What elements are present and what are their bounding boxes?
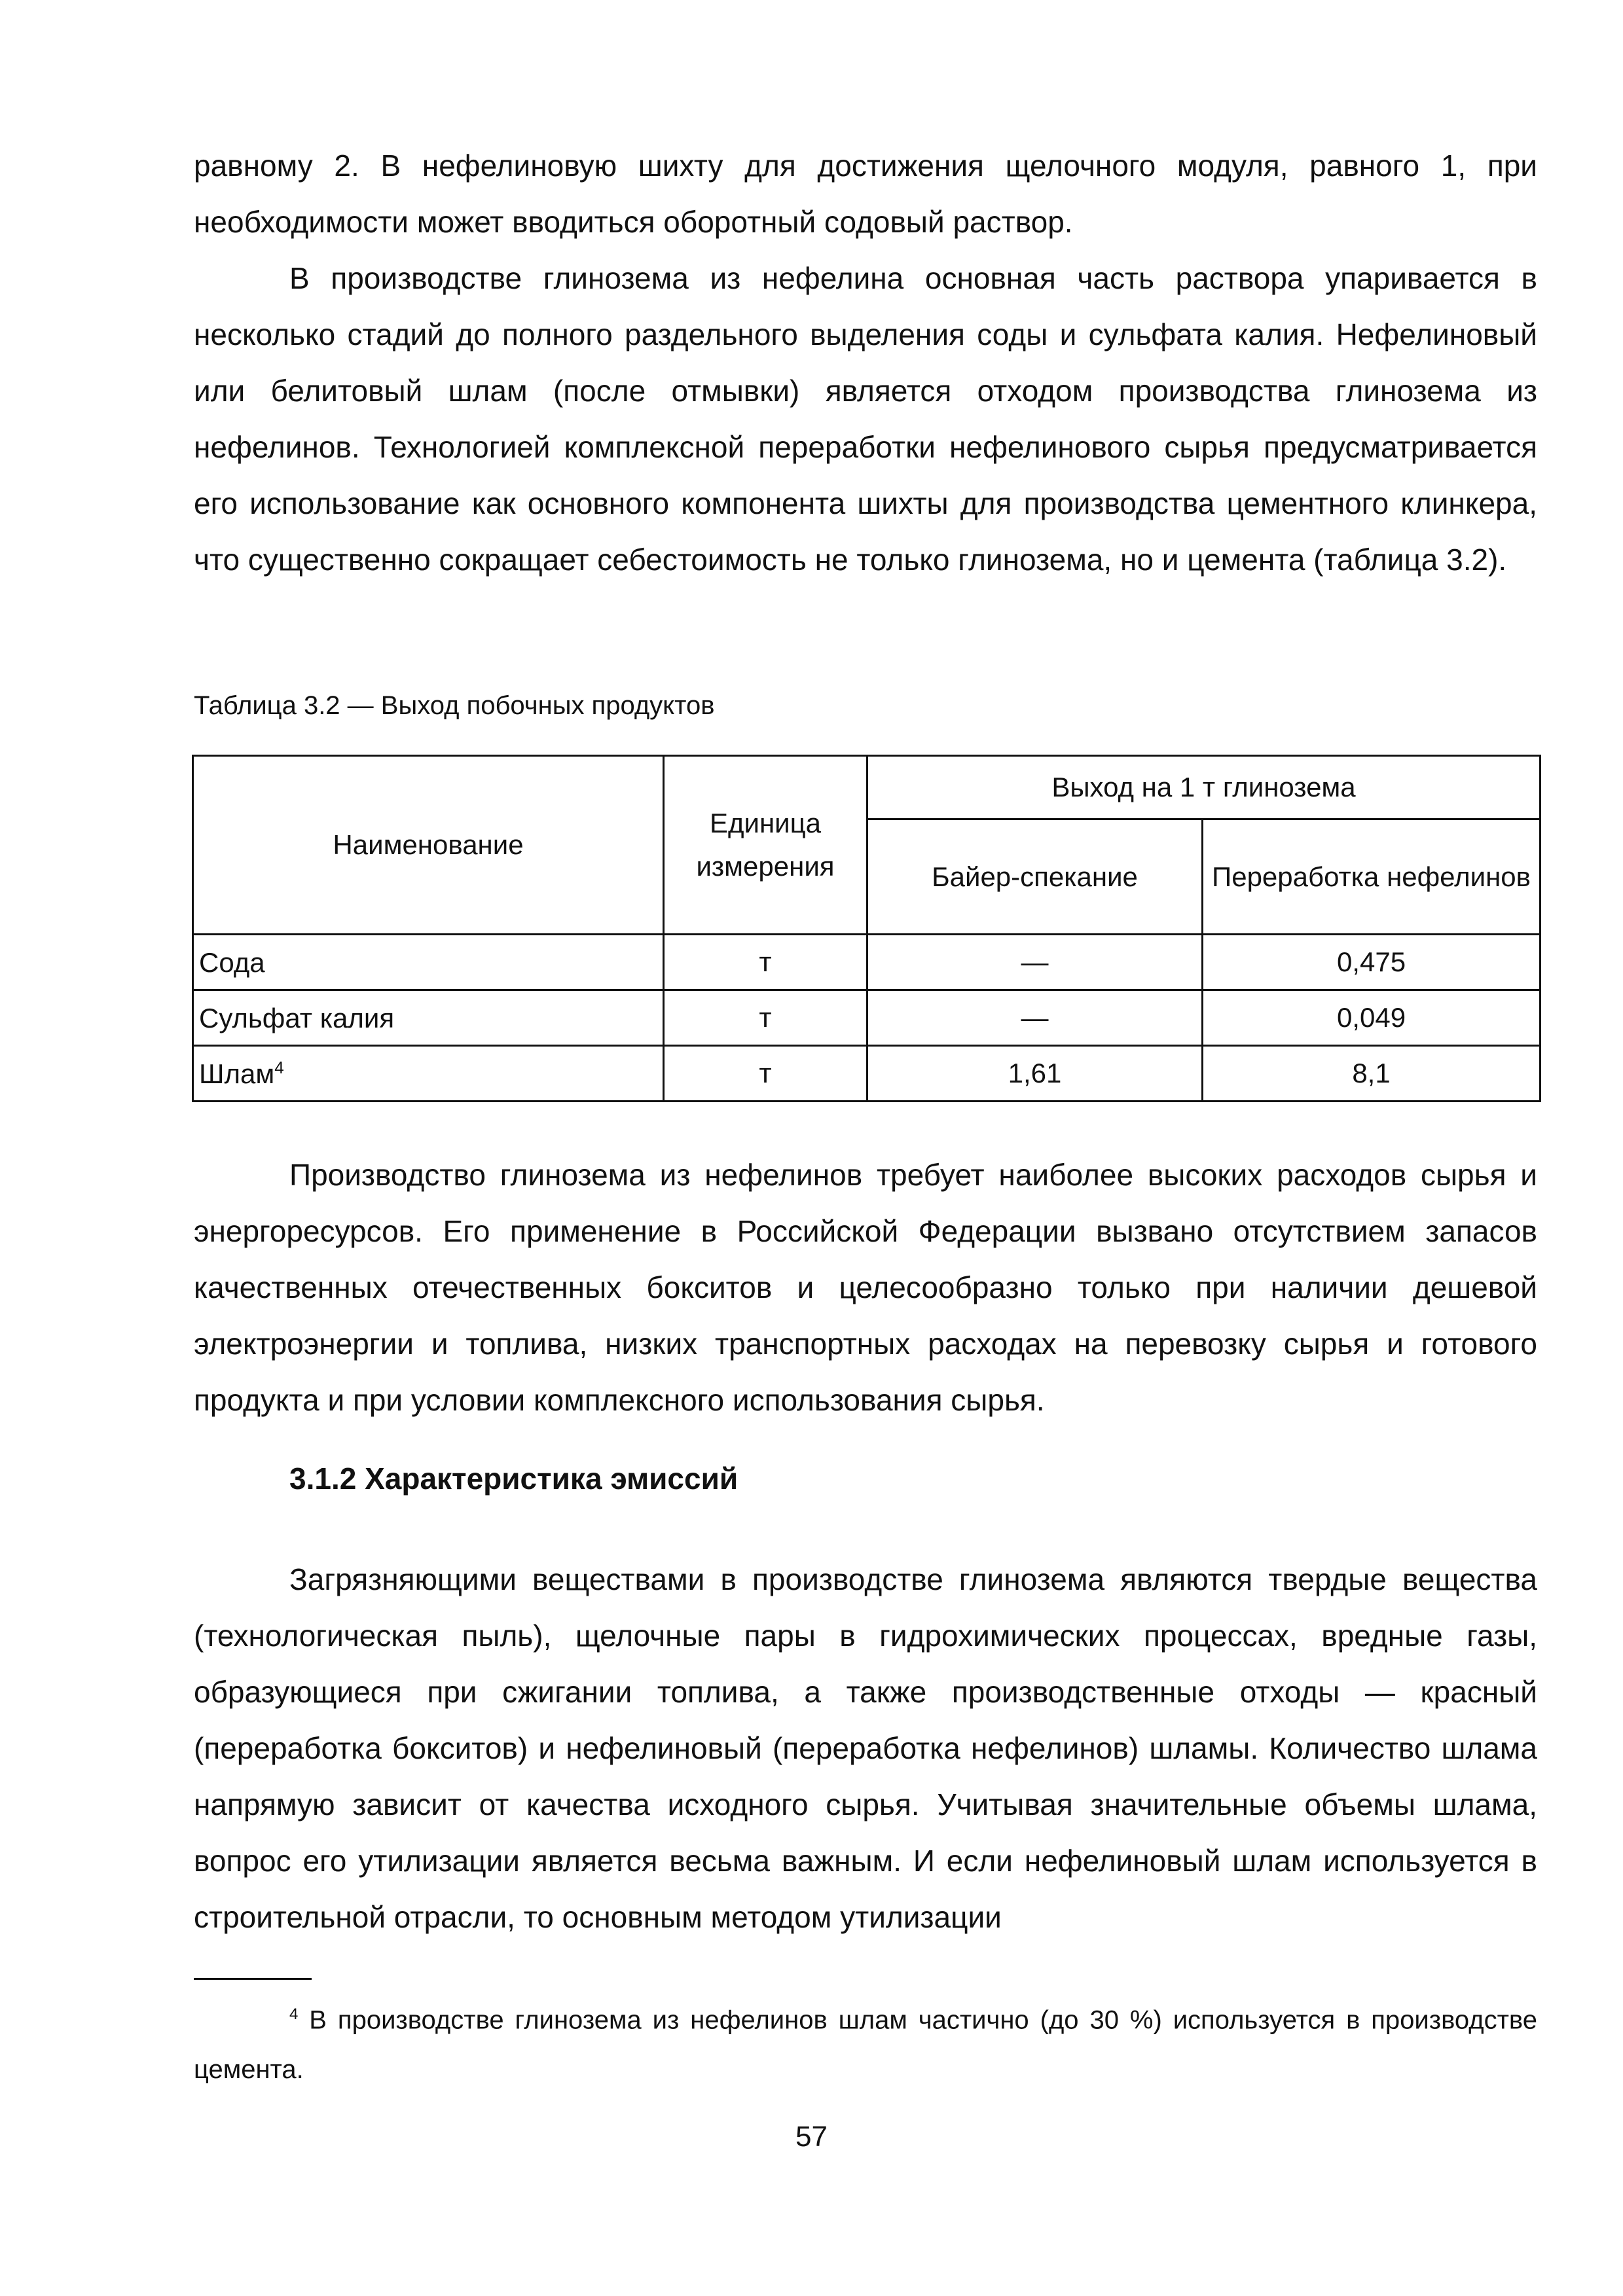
byproducts-table <box>192 755 1541 1102</box>
row-bayer-value: — <box>867 935 1203 990</box>
header-bayer-sintering: Байер-спекание <box>867 819 1203 935</box>
table-row <box>193 1046 1541 1102</box>
footnote-marker: 4 <box>289 2005 299 2023</box>
row-unit: т <box>664 990 867 1046</box>
paragraph-nepheline-production: В производстве глинозема из нефелина основная часть раствора упаривается в несколько стадий до полного раздельного выделения соды и сульфата калия. Нефелиновый или белитовый шлам (после отмывки) является отходом производства глинозема из нефелинов. Технологией комплексной переработки нефелинового сырья предусматривается его использование как основного компонента шихты для производства цементного клинкера, что существенно сокращает себестоимость не только глинозема, но и цемента (таблица 3.2). <box>194 261 1537 577</box>
row-nepheline-value: 0,049 <box>1203 990 1541 1046</box>
table-row <box>193 935 1541 990</box>
header-unit: Единица измерения <box>664 756 867 935</box>
table-row <box>193 990 1541 1046</box>
row-nepheline-value: 0,475 <box>1203 935 1541 990</box>
footnote-text: В производстве глинозема из нефелинов шлам частично (до 30 %) используется в производстве цемента. <box>194 2005 1537 2085</box>
table-caption: Таблица 3.2 — Выход побочных продуктов <box>194 691 715 720</box>
row-unit: т <box>664 935 867 990</box>
table-header-row-1 <box>193 756 1541 819</box>
row-name: Сульфат калия <box>193 990 664 1046</box>
body-text-top <box>194 137 1537 588</box>
section-heading: 3.1.2 Характеристика эмиссий <box>289 1462 739 1496</box>
paragraph-continuation: равному 2. В нефелиновую шихту для достижения щелочного модуля, равного 1, при необходимости может вводиться оборотный содовый раствор. <box>194 149 1537 239</box>
row-bayer-value: 1,61 <box>867 1046 1203 1102</box>
body-text-middle <box>194 1147 1537 1428</box>
header-output-group: Выход на 1 т глинозема <box>867 756 1541 819</box>
row-bayer-value: — <box>867 990 1203 1046</box>
header-name: Наименование <box>193 756 664 935</box>
body-text-bottom <box>194 1551 1537 1945</box>
paragraph-resource-consumption: Производство глинозема из нефелинов требует наиболее высоких расходов сырья и энергоресурсов. Его применение в Российской Федерации вызвано отсутствием запасов качественных отечественных бокситов и целесообразно только при наличии дешевой электроэнергии и топлива, низких транспортных расходах на перевозку сырья и готового продукта и при условии комплексного использования сырья. <box>194 1158 1537 1417</box>
header-nepheline-processing: Переработка нефелинов <box>1203 819 1541 935</box>
row-name: Шлам$^4$ <box>193 1046 664 1102</box>
row-nepheline-value: 8,1 <box>1203 1046 1541 1102</box>
row-name: Сода <box>193 935 664 990</box>
page-number: 57 <box>795 2121 828 2153</box>
footnote-reference: 4 <box>274 1057 284 1077</box>
paragraph-emissions: Загрязняющими веществами в производстве глинозема являются твердые вещества (технологическая пыль), щелочные пары в гидрохимических процессах, вредные газы, образующиеся при сжигании топлива, а также производственные отходы — красный (переработка бокситов) и нефелиновый (переработка нефелинов) шламы. Количество шлама напрямую зависит от качества исходного сырья. Учитывая значительные объемы шлама, вопрос его утилизации является весьма важным. И если нефелиновый шлам используется в строительной отрасли, то основным методом утилизации <box>194 1562 1537 1934</box>
footnote <box>194 1990 1537 2094</box>
row-unit: т <box>664 1046 867 1102</box>
footnote-separator <box>194 1978 312 1980</box>
